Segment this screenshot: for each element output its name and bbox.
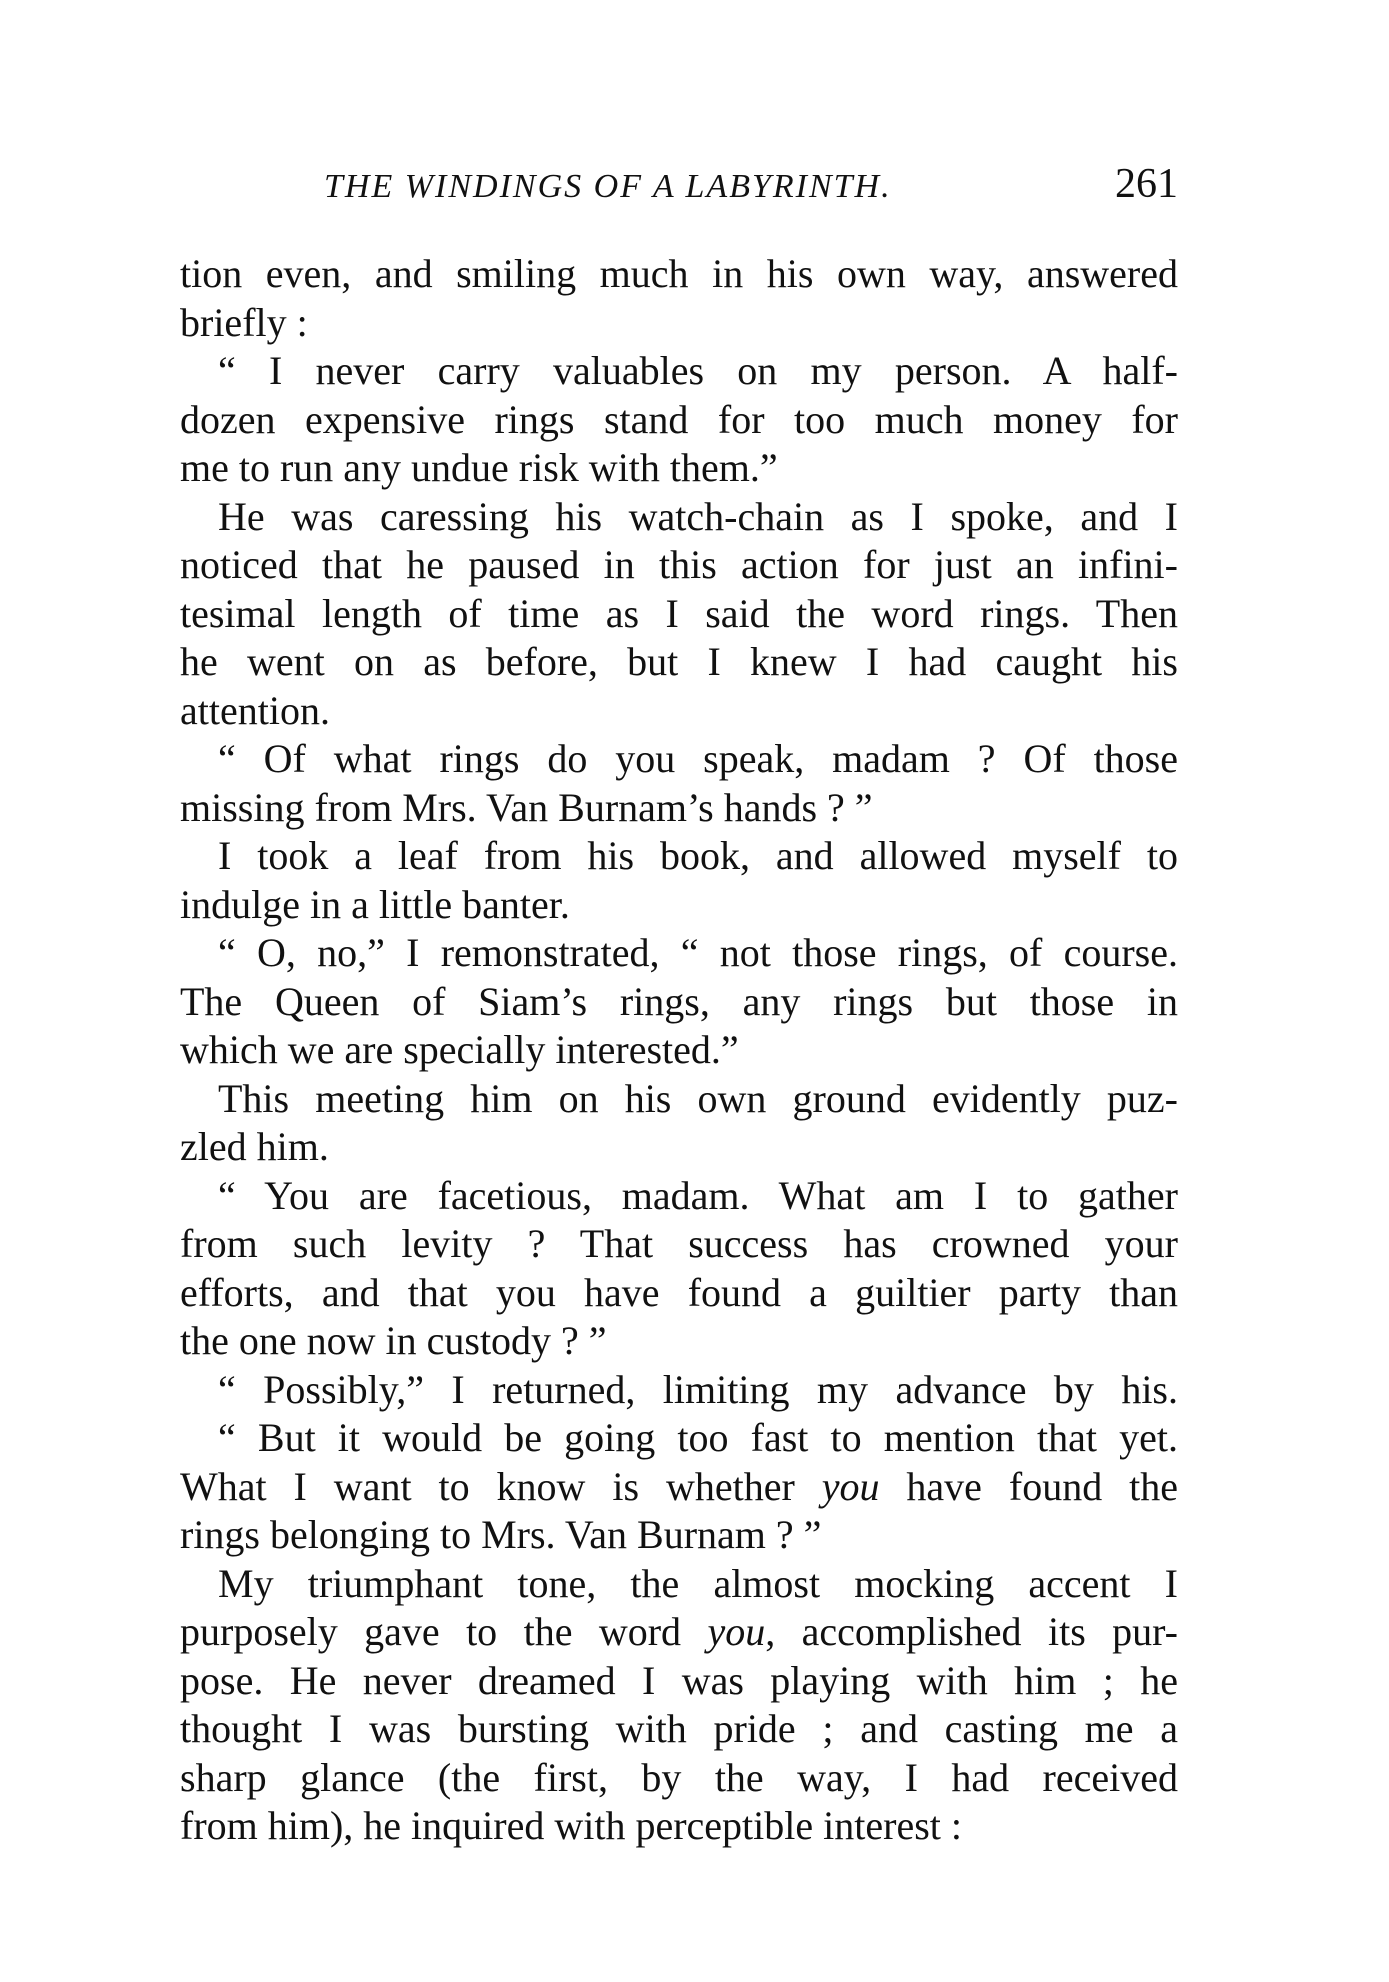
text-line: pose. He never dreamed I was playing with him ; he xyxy=(180,1657,1178,1703)
text-line: “ But it would be going too fast to mention that yet. xyxy=(218,1415,1178,1460)
text-line: The Queen of Siam’s rings, any rings but those in xyxy=(180,978,1178,1024)
text-line xyxy=(180,1608,1178,1657)
body-text xyxy=(180,250,1178,1851)
text-line: noticed that he paused in this action for just an infini- xyxy=(180,542,1178,587)
text-line: My triumphant tone, the almost mocking accent I xyxy=(218,1560,1178,1606)
text-line: from such levity ? That success has crowned your xyxy=(180,1221,1178,1266)
text-line: me to run any undue risk with them.” xyxy=(180,445,778,490)
line-text: purposely gave to the word xyxy=(180,1609,708,1654)
text-line: I took a leaf from his book, and allowed myself to xyxy=(218,833,1178,878)
text-line: indulge in a little banter. xyxy=(180,881,570,927)
text-line: This meeting him on his own ground evidently puz- xyxy=(218,1075,1178,1121)
text-line: sharp glance (the first, by the way, I had received xyxy=(180,1754,1178,1800)
line-text: What I want to know is whether xyxy=(180,1463,822,1509)
text-line: He was caressing his watch-chain as I spoke, and I xyxy=(218,493,1178,539)
text-line: briefly : xyxy=(180,299,308,345)
text-line: “ You are facetious, madam. What am I to gather xyxy=(218,1172,1178,1218)
text-line: zled him. xyxy=(180,1124,329,1169)
text-line: “ I never carry valuables on my person. A half- xyxy=(218,348,1178,393)
text-line: missing from Mrs. Van Burnam’s hands ? ” xyxy=(180,784,873,830)
emphasis-you: you xyxy=(821,1463,880,1509)
text-line: “ Possibly,” I returned, limiting my advance by his. xyxy=(218,1366,1178,1412)
emphasis-you: you xyxy=(707,1609,766,1654)
text-line: tion even, and smiling much in his own way, answered xyxy=(180,251,1178,296)
running-title: THE WINDINGS OF A LABYRINTH. xyxy=(324,168,892,205)
text-line: dozen expensive rings stand for too much money for xyxy=(180,396,1178,442)
text-line: from him), he inquired with perceptible interest : xyxy=(180,1803,962,1848)
text-line: he went on as before, but I knew I had caught his xyxy=(180,639,1178,684)
text-line: which we are specially interested.” xyxy=(180,1027,739,1072)
text-line: “ Of what rings do you speak, madam ? Of those xyxy=(218,736,1178,781)
text-line: tesimal length of time as I said the word rings. Then xyxy=(180,590,1178,636)
text-line: thought I was bursting with pride ; and casting me a xyxy=(180,1706,1178,1751)
text-line: rings belonging to Mrs. Van Burnam ? ” xyxy=(180,1512,822,1557)
page-number: 261 xyxy=(1115,161,1178,207)
text-line: “ O, no,” I remonstrated, “ not those rings, of course. xyxy=(218,930,1178,975)
running-head xyxy=(180,158,1178,218)
line-text: have found the xyxy=(879,1463,1178,1509)
text-line: attention. xyxy=(180,687,330,733)
text-line: efforts, and that you have found a guiltier party than xyxy=(180,1269,1178,1315)
text-line: the one now in custody ? ” xyxy=(180,1318,607,1363)
text-line xyxy=(180,1463,1178,1512)
line-text: , accomplished its pur- xyxy=(765,1609,1178,1654)
